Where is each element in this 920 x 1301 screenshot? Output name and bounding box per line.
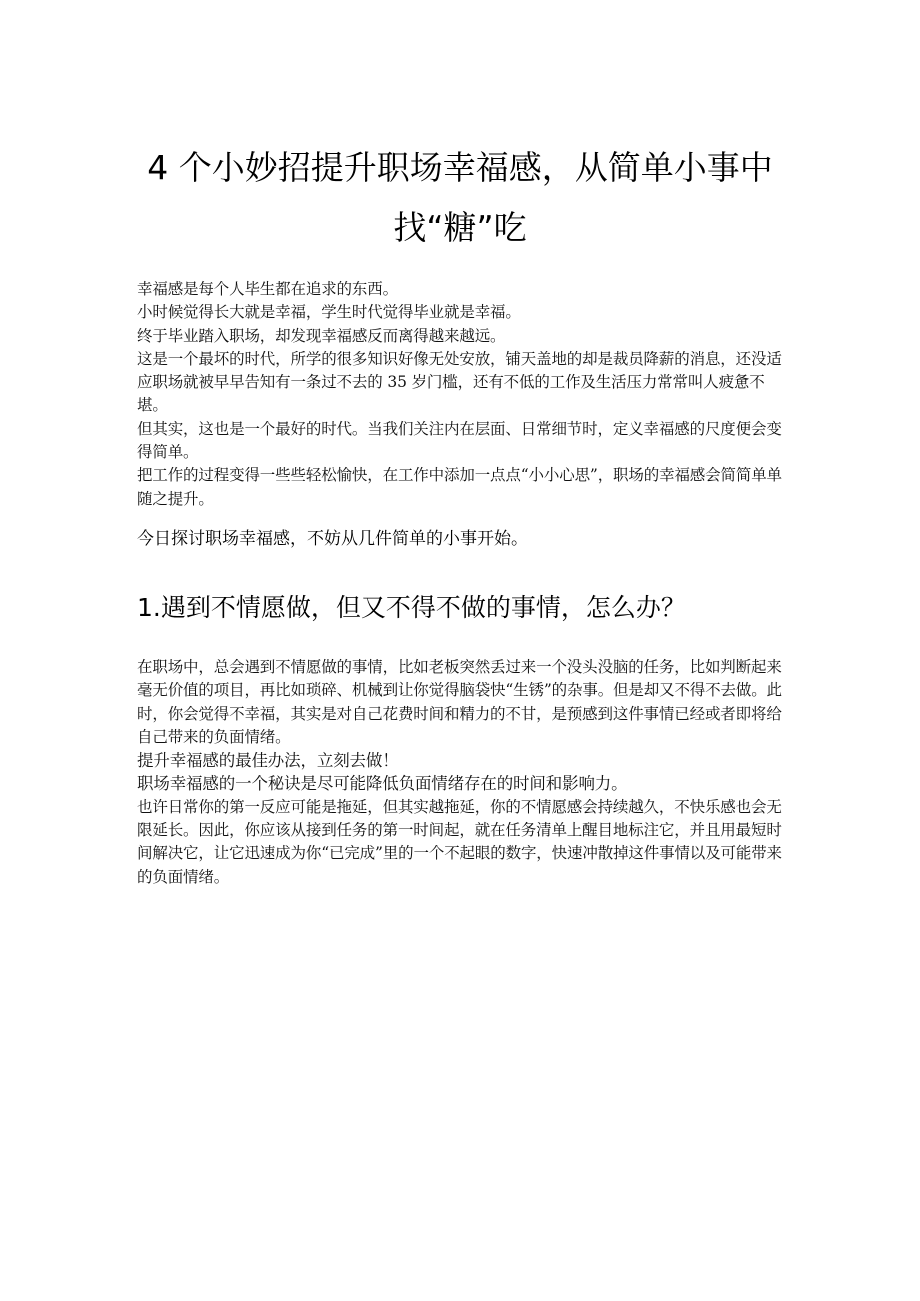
intro-paragraph: 小时候觉得长大就是幸福，学生时代觉得毕业就是幸福。 <box>137 303 521 322</box>
title-line-1: 4 个小妙招提升职场幸福感，从简单小事中 <box>147 148 773 187</box>
intro-paragraph: 终于毕业踏入职场，却发现幸福感反而离得越来越远。 <box>137 326 506 345</box>
emphasis-line: 今日探讨职场幸福感，不妨从几件简单的小事开始。 <box>137 529 528 549</box>
title-line-2: 找“糖”吃 <box>393 208 527 247</box>
body-paragraph: 在职场中，总会遇到不情愿做的事情，比如老板突然丢过来一个没头没脑的任务，比如判断起来毫无价值的项目，再比如琐碎、机械到让你觉得脑袋快“生锈”的杂事。但是却又不得不去做。此时，你会觉得不幸福，其实是对自己花费时间和精力的不甘，是预感到这件事情已经或者即将给自己带来的负面情绪。 <box>137 658 782 746</box>
section-1-body <box>137 656 791 889</box>
body-paragraph: 提升幸福感的最佳办法，立刻去做！ <box>137 751 399 771</box>
body-paragraph: 职场幸福感的一个秘诀是尽可能降低负面情绪存在的时间和影响力。 <box>137 774 628 794</box>
section-1-heading: 1.遇到不情愿做，但又不得不做的事情，怎么办？ <box>137 593 686 622</box>
body-paragraph: 也许日常你的第一反应可能是拖延，但其实越拖延，你的不情愿感会持续越久，不快乐感也会无限延长。因此，你应该从接到任务的第一时间起，就在任务清单上醒目地标注它，并且用最短时间解决它，让它迅速成为你“已完成”里的一个不起眼的数字，快速冲散掉这件事情以及可能带来的负面情绪。 <box>137 797 782 886</box>
intro-paragraph: 幸福感是每个人毕生都在追求的东西。 <box>137 280 398 298</box>
intro-paragraph: 这是一个最坏的时代，所学的很多知识好像无处安放，铺天盖地的却是裁员降薪的消息，还没适应职场就被早早告知有一条过不去的 35 岁门槛，还有不低的工作及生活压力常常叫人疲惫不堪。 <box>137 349 782 415</box>
intro-section <box>137 278 791 511</box>
intro-paragraph: 但其实，这也是一个最好的时代。当我们关注内在层面、日常细节时，定义幸福感的尺度便会变得简单。 <box>137 419 782 462</box>
document-title <box>120 138 800 258</box>
intro-paragraph: 把工作的过程变得一些些轻松愉快，在工作中添加一点点“小小心思”，职场的幸福感会简简单单随之提升。 <box>137 466 782 508</box>
